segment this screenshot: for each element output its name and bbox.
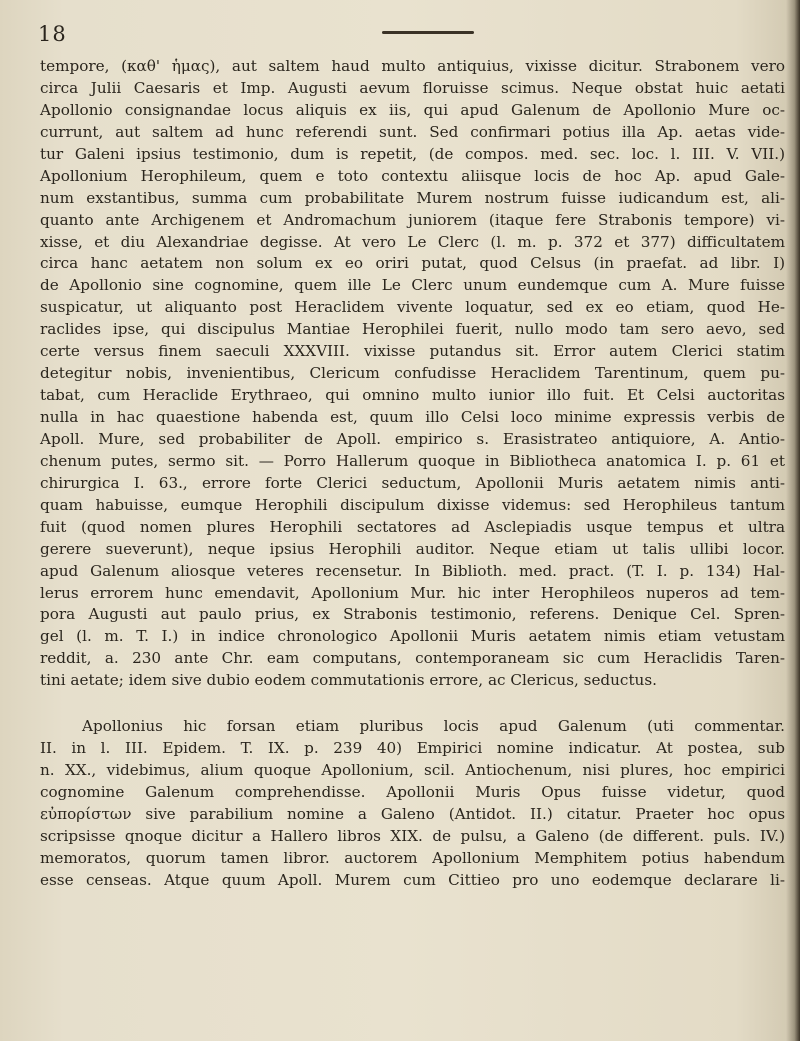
text-line: εὐπορίστων sive parabilium nomine a Galeno (Antidot. II.) citatur. Praeter hoc opus — [40, 804, 785, 823]
paragraph-1 — [40, 56, 785, 692]
text-line: pora Augusti aut paulo prius, ex Strabonis testimonio, referens. Denique Cel. Spren- — [40, 605, 785, 624]
page-edge-shadow — [786, 0, 800, 1041]
header-rule — [382, 31, 474, 34]
text-line: Apollonium Herophileum, quem e toto contextu aliisque locis de hoc Ap. apud Gale- — [40, 166, 785, 185]
text-line: Apollonio consignandae locus aliquis ex iis, qui apud Galenum de Apollonio Mure oc- — [40, 100, 785, 119]
text-line: n. XX., videbimus, alium quoque Apollonium, scil. Antiochenum, nisi plures, hoc empirici — [40, 761, 785, 780]
text-line: II. in l. III. Epidem. T. IX. p. 239 40) Empirici nomine indicatur. At postea, sub — [40, 739, 785, 758]
text-line: esse censeas. Atque quum Apoll. Murem cum Cittieo pro uno eodemque declarare li- — [40, 870, 785, 889]
text-line: gerere sueverunt), neque ipsius Herophili auditor. Neque etiam ut talis ullibi locor. — [40, 539, 785, 558]
text-line: circa Julii Caesaris et Imp. Augusti aevum floruisse scimus. Neque obstat huic aetati — [40, 78, 785, 97]
text-line: num exstantibus, summa cum probabilitate Murem nostrum fuisse iudicandum est, ali- — [40, 188, 785, 207]
text-line: suspicatur, ut aliquanto post Heraclidem vivente loquatur, sed ex eo etiam, quod He- — [40, 298, 785, 317]
text-line: quanto ante Archigenem et Andromachum juniorem (itaque fere Strabonis tempore) vi- — [40, 210, 785, 229]
text-line: raclides ipse, qui discipulus Mantiae Herophilei fuerit, nullo modo tam sero aevo, sed — [40, 320, 785, 339]
body-text — [40, 56, 785, 892]
text-line: apud Galenum aliosque veteres recensetur. In Biblioth. med. pract. (T. I. p. 134) Hal- — [40, 561, 785, 580]
text-line: currunt, aut saltem ad hunc referendi sunt. Sed confirmari potius illa Ap. aetas vide- — [40, 122, 785, 141]
text-line: cognomine Galenum comprehendisse. Apollonii Muris Opus fuisse videtur, quod — [40, 783, 785, 801]
text-line: xisse, et diu Alexandriae degisse. At vero Le Clerc (l. m. p. 372 et 377) difficultatem — [40, 232, 785, 251]
text-line: Apoll. Mure, sed probabiliter de Apoll. empirico s. Erasistrateo antiquiore, A. Antio- — [40, 429, 785, 448]
text-line: de Apollonio sine cognomine, quem ille Le Clerc unum eundemque cum A. Mure fuisse — [40, 276, 785, 295]
text-line: scripsisse qnoque dicitur a Hallero libros XIX. de pulsu, a Galeno (de different. puls. IV.) — [40, 826, 785, 845]
text-line: fuit (quod nomen plures Herophili sectatores ad Asclepiadis usque tempus et ultra — [40, 517, 785, 536]
text-line: certe versus finem saeculi XXXVIII. vixisse putandus sit. Error autem Clerici statim — [40, 342, 785, 361]
text-line: detegitur nobis, invenientibus, Clericum confudisse Heraclidem Tarentinum, quem pu- — [40, 364, 785, 383]
text-line: Apollonius hic forsan etiam pluribus locis apud Galenum (uti commentar. — [82, 717, 785, 736]
text-line: circa hanc aetatem non solum ex eo oriri putat, quod Celsus (in praefat. ad libr. I) — [40, 254, 785, 273]
text-line: tur Galeni ipsius testimonio, dum is repetit, (de compos. med. sec. loc. l. III. V. VII.) — [40, 144, 785, 163]
text-line: tini aetate; idem sive dubio eodem commutationis errore, ac Clericus, seductus. — [40, 671, 657, 690]
text-line: lerus errorem hunc emendavit, Apollonium Mur. hic inter Herophileos nuperos ad tem- — [40, 583, 785, 602]
page-number: 18 — [38, 22, 67, 46]
text-line: quam habuisse, eumque Herophili discipulum dixisse videmus: sed Herophileus tantum — [40, 495, 785, 514]
text-line: tempore, (καθ' ἡμας), aut saltem haud multo antiquius, vixisse dicitur. Strabonem vero — [40, 57, 785, 75]
text-line: memoratos, quorum tamen libror. auctorem Apollonium Memphitem potius habendum — [40, 848, 785, 867]
paragraph-gap — [40, 692, 785, 716]
text-line: nulla in hac quaestione habenda est, quum illo Celsi loco minime expressis verbis de — [40, 408, 785, 426]
text-line: reddit, a. 230 ante Chr. eam computans, contemporaneam sic cum Heraclidis Taren- — [40, 649, 785, 668]
text-line: chenum putes, sermo sit. — Porro Hallerum quoque in Bibliotheca anatomica I. p. 61 et — [40, 451, 785, 470]
text-line: gel (l. m. T. I.) in indice chronologico Apollonii Muris aetatem nimis etiam vetustam — [40, 627, 785, 646]
paragraph-2 — [40, 716, 785, 892]
text-line: chirurgica I. 63., errore forte Clerici seductum, Apollonii Muris aetatem nimis anti- — [40, 473, 785, 492]
text-line: tabat, cum Heraclide Erythraeo, qui omnino multo iunior illo fuit. Et Celsi auctoritas — [40, 386, 785, 405]
